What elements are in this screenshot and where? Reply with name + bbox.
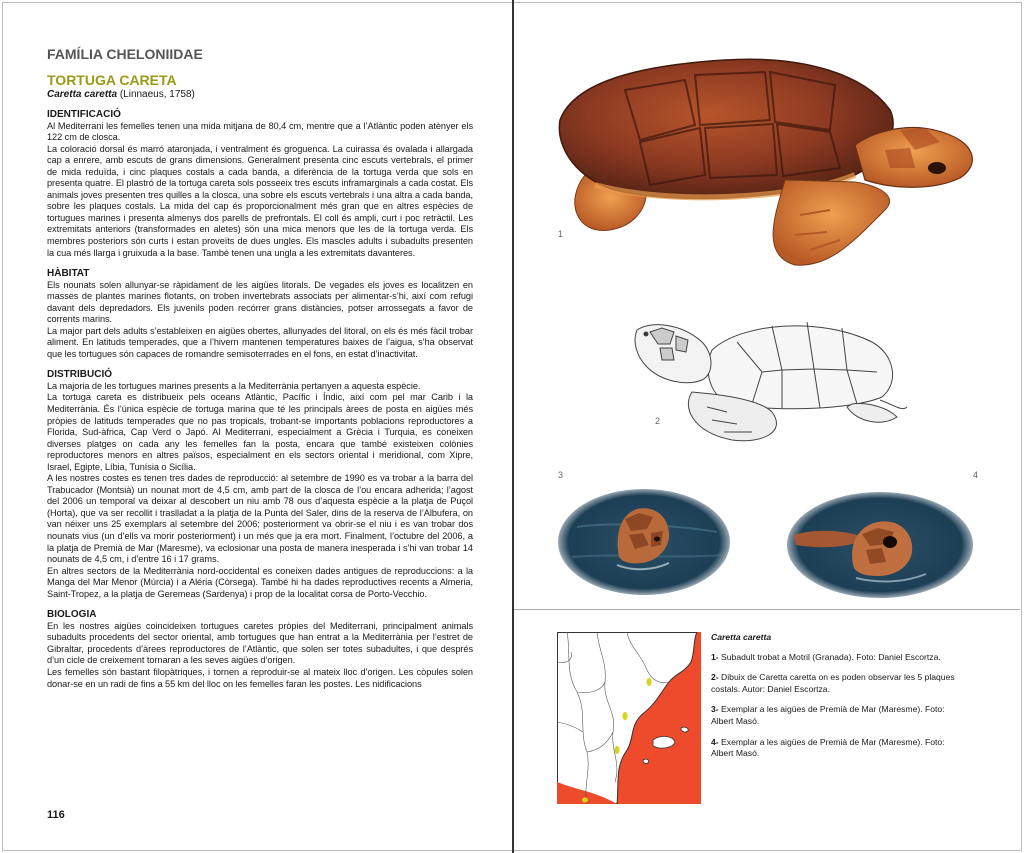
- caption-4: [711, 737, 961, 760]
- caption-2: [711, 672, 961, 695]
- turtle-photo-3: [557, 487, 732, 597]
- section-heading: HÀBITAT: [47, 268, 90, 280]
- figure-number-2: 2: [655, 416, 661, 426]
- section-heading: BIOLOGIA: [47, 609, 97, 621]
- caption-number: 1-: [711, 651, 719, 662]
- caption-number: 3-: [711, 704, 719, 715]
- paragraph: La major part dels adults s’estableixen en aigües obertes, allunyades del litoral, on els és més fàcil trobar aliment. En latituds temperades, que a l’hivern mantenen temperatures baixes de l’aigua, s’ha observat que les tortugues són capaces de romandre semisoterrades en el fons, en estat d’inactivitat.: [47, 325, 473, 359]
- page-number: 116: [47, 809, 65, 821]
- paragraph: La tortuga careta es distribueix pels oceans Atlàntic, Pacífic i Índic, així com pel mar Carib i la Mediterrània. És l’única espècie de tortuga marina que té les principals àrees de posta en aigües més pròpies de latituds temperades que no pas tropicals, trobant-se importants poblacions reproductores a Florida, Sud-àfrica, Cap Verd o Japó. Al Mediterrani, especialment a Grècia i Turquia, es coneixen diverses platges on cada any les femelles fan la posta, encara que també existeixen colònies reproductores menors en altres països, especialment en els sectors oriental i meridional, com Xipre, Israel, Egipte, Líbia, Tunísia o Sicília.: [47, 392, 473, 472]
- caption-number: 2-: [711, 672, 719, 683]
- paragraph: Les femelles són bastant filopàtriques, i tornen a reproduir-se al mateix lloc d’origen. Les còpules solen donar-se en un radi de fins a 55 km del lloc on les femelles faran les postes. Les nidificacions: [47, 666, 473, 689]
- paragraph: En les nostres aigües coincideixen tortugues caretes pròpies del Mediterrani, principalment animals subadults procedents del sector oriental, amb tortugues que han entrat a la Mediterrània per l’estret de Gibraltar, procedents d’àrees reproductores de l’Atlàntic, que solen ser totes subadultes, i que després d’un cicle de creixement tornaran a les seves aigües d’origen.: [47, 620, 473, 666]
- page-gutter: [512, 0, 514, 853]
- turtle-photo-1: [555, 50, 980, 270]
- family-heading: FAMÍLIA CHELONIIDAE: [47, 46, 203, 62]
- paragraph: La coloració dorsal és marró ataronjada, i ventralment és groguenca. La cuirassa és ovalada i allargada cap a enrere, amb escuts de grans dimensions. Generalment presenta cinc escuts vertebrals, el primer de mida reduïda, i cinc plaques costals a cada banda, a diferència de la tortuga verda que sols en presenta quatre. El plastró de la tortuga careta sols posseeix tres escuts inframarginals a cada costat. Els animals joves presenten tres quilles a la closca, una sobre els escuts vertebrals i una altra a cada banda, sobre les plaques costals. La mida del cap és proporcionalment més gran que en altres espècies de tortugues marines i presenta almenys dos parells de prefrontals. El coll és ampli, curt i poc retràctil. Les extremitats anteriors (transformades en aletes) són una mica menors que les de la tortuga verda. Els membres posteriors són curts i estan proveïts de dues ungles. Els mascles adults i subadults presenten la cua més llarga i gruixuda a la base. També tenen una ungla a les extremitats davanteres.: [47, 143, 473, 258]
- caption-text: Exemplar a les aigües de Premià de Mar (Maresme). Foto: Albert Masó.: [711, 704, 945, 726]
- caption-number: 4-: [711, 736, 719, 747]
- figure-number-4: 4: [973, 470, 979, 480]
- caption-3: [711, 704, 961, 727]
- section-heading: IDENTIFICACIÓ: [47, 109, 121, 120]
- scientific-name: [47, 89, 473, 100]
- figure-number-3: 3: [558, 470, 564, 480]
- scientific-author: (Linnaeus, 1758): [117, 89, 195, 100]
- figure-captions: [711, 632, 961, 769]
- scientific-name-italic: Caretta caretta: [47, 89, 118, 100]
- section-divider: [514, 609, 1020, 610]
- paragraph: En altres sectors de la Mediterrània nord-occidental es coneixen dades antigues de reproduccions: a la Manga del Mar Menor (Múrcia) i a Aléria (Còrsega). També hi ha dades reproductives recents a Almeria, Saint-Tropez, a la platja de Geremeas (Sardenya) i prop de la localitat corsa de Porto-Vecchio.: [47, 565, 473, 599]
- distribution-map: [557, 632, 701, 804]
- paragraph: Els nounats solen allunyar-se ràpidament de les aigües litorals. De vegades els joves es localitzen en masses de plantes marines flotants, on troben invertebrats associats per alimentar-s’hi, així com refugi davant dels depredadors. Els juvenils poden recórrer grans distàncies, potser arrossegats a favor de corrents marins.: [47, 279, 473, 325]
- paragraph: Al Mediterrani les femelles tenen una mida mitjana de 80,4 cm, mentre que a l’Atlàntic poden atènyer els 122 cm de closca.: [47, 120, 473, 143]
- figure-number-1: 1: [558, 229, 564, 239]
- turtle-drawing-2: [632, 312, 912, 447]
- section-heading: DISTRIBUCIÓ: [47, 369, 112, 381]
- caption-title: Caretta caretta: [711, 632, 772, 642]
- caption-text: Subadult trobat a Motril (Granada). Foto: Daniel Escortza.: [718, 651, 941, 662]
- turtle-photo-4: [786, 490, 974, 600]
- caption-text: Exemplar a les aigües de Premià de Mar (Maresme). Foto: Albert Masó.: [711, 736, 945, 759]
- paragraph: A les nostres costes es tenen tres dades de reproducció: al setembre de 1990 es va trobar a la barra del Trabucador (Montsià) un nounat mort de 4,5 cm, amb part de la closca de l’ou encara adherida; l’agost del 2006 un temporal va deixar al descobert un niu amb 78 ous d’aquesta espècie a la platja de Puçol (Horta), que va ser recollit i traslladat a la platja de la Punta del Saler, dins de la reserva de l’Albufera, on van néixer uns 25 exemplars al setembre del 2006; posteriorment va obrir-se el niu i es van trobar dos nounats vius (un d’ells va morir posteriorment) i un més que ja era mort. Finalment, l’octubre del 2006, a la platja de Premià de Mar (Maresme), va eclosionar una posta de manera inesperada i s’hi van trobar 14 nounats de 4,5 cm, i d’entre 16 i 17 grams.: [47, 473, 473, 565]
- paragraph: La majoria de les tortugues marines presents a la Mediterrània pertanyen a aquesta espècie.: [47, 380, 421, 391]
- caption-1: [711, 652, 961, 664]
- species-title: TORTUGA CARETA: [47, 72, 177, 88]
- caption-text: Dibuix de Caretta caretta on es poden observar les 5 plaques costals. Autor: Daniel Escortza.: [711, 672, 955, 694]
- left-page-text: [47, 44, 473, 690]
